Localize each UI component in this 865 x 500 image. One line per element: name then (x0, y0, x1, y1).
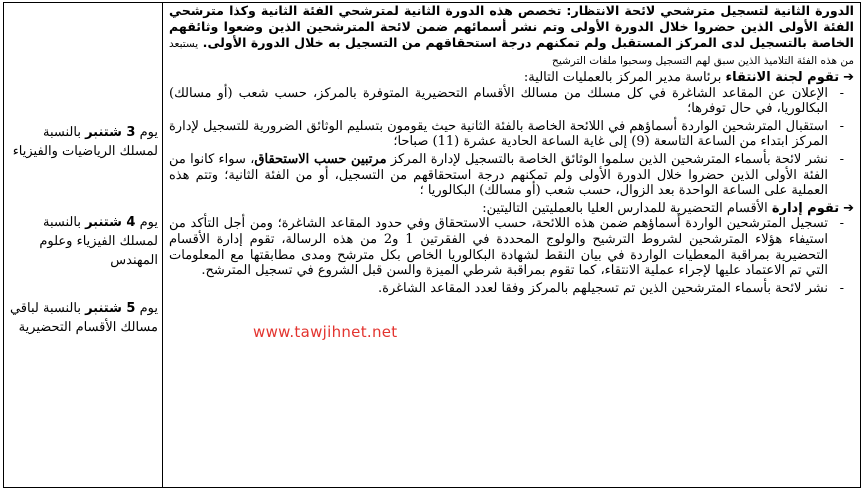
list-item: - نشر لائحة بأسماء المترشحين الذين سلموا الوثائق الخاصة بالتسجيل لإدارة المركز مرتبين حسب الاستحقاق، سواء كانوا من الفئة الأولى الذين حضروا خلال الدورة الأولى ولم تمكنهم درجة استحقاقهم من التسجيل، أو من الفئة الثانية؛ وتتم هذه العملية على الساعة الواحدة بعد الزوال، حسب شعب (أو مسالك) البكالوريا ؛ (169, 152, 846, 199)
schedule-day-2: يوم 4 شتنبر بالنسبة لمسلك الفيزياء وعلوم المهندس (39, 215, 158, 268)
registration-table (3, 2, 861, 488)
arrow-left-icon: ➔ (843, 70, 854, 85)
administration-operations-list (169, 216, 854, 296)
heading-rest: برئاسة مدير المركز بالعمليات التالية: (523, 70, 722, 85)
schedule-day-1: يوم 3 شتنبر بالنسبة لمسلك الرياضيات والفيزياء (12, 125, 158, 159)
schedule-day-3: يوم 5 شتنبر بالنسبة لباقي مسالك الأقسام التحضيرية (9, 301, 158, 335)
heading-rest: الأقسام التحضيرية للمدارس العليا بالعمليتين التاليتين: (482, 200, 768, 216)
schedule-cell (4, 3, 163, 488)
list-item: - تسجيل المترشحين الواردة أسماؤهم ضمن هذه اللائحة، حسب الاستحقاق وفي حدود المقاعد الشاغرة؛ ومن أجل التأكد من استيفاء هؤلاء المترشحين لشروط الترشيح والولوج المحددة في الفقرتين 1 و2 من هذه الرسالة، تقوم إدارة الأقسام التحضيرية بمراقبة المعطيات الواردة في بيان النقط لشهادة البكالوريا الخاص بكل مترشح ومدى مطابقتها مع المعلومات التي تم الاعتماد عليها لإجراء عملية الانتقاء، كما تقوم بمراقبة شرطي الميزة والسن قبل الشروع في تسجيل المترشح. (169, 216, 846, 278)
list-item: - نشر لائحة بأسماء المترشحين الذين تم تسجيلهم بالمركز وفقا لعدد المقاعد الشاغرة. (169, 281, 846, 297)
arrow-left-icon: ➔ (843, 200, 854, 216)
list-item: - استقبال المترشحين الواردة أسماؤهم في اللائحة الخاصة بالفئة الثانية حيث يقومون بتسليم الوثائق الضرورية للتسجيل لإدارة المركز ابتداء من الساعة التاسعة (9) إلى غاية الساعة الحادية عشرة (11) صباحا؛ (169, 119, 846, 150)
list-item: - الإعلان عن المقاعد الشاغرة في كل مسلك من مسالك الأقسام التحضيرية المتوفرة بالمركز، حسب شعب (أو مسالك) البكالوريا، في حال توفرها؛ (169, 86, 846, 117)
selection-committee-heading (169, 70, 854, 86)
intro-note: يستبعد من هذه الفئة التلاميذ الذين سبق لهم التسجيل وسحبوا ملفات الترشيح (169, 38, 854, 67)
heading-bold: تقوم إدارة (771, 200, 840, 216)
intro-bold-text: الدورة الثانية لتسجيل مترشحي لائحة الانتظار: تخصص هذه الدورة الثانية لمترشحي الفئة الثانية وكذا مترشحي الفئة الأولى الذين حضروا خلال الدورة الأولى وتم نشر أسمائهم ضمن لائحة المترشحين الذين وضعوا وثائقهم الخاصة بالتسجيل لدى المركز المستقبل ولم تمكنهم درجة استحقاقهم من التسجيل به خلال الدورة الأولى. (169, 3, 854, 50)
administration-heading (169, 201, 854, 217)
second-session-intro (169, 3, 854, 69)
watermark-url: www.tawjihnet.net (253, 323, 398, 341)
heading-bold: تقوم لجنة الانتقاء (725, 70, 840, 85)
committee-operations-list (169, 86, 854, 199)
procedures-cell (163, 3, 861, 488)
